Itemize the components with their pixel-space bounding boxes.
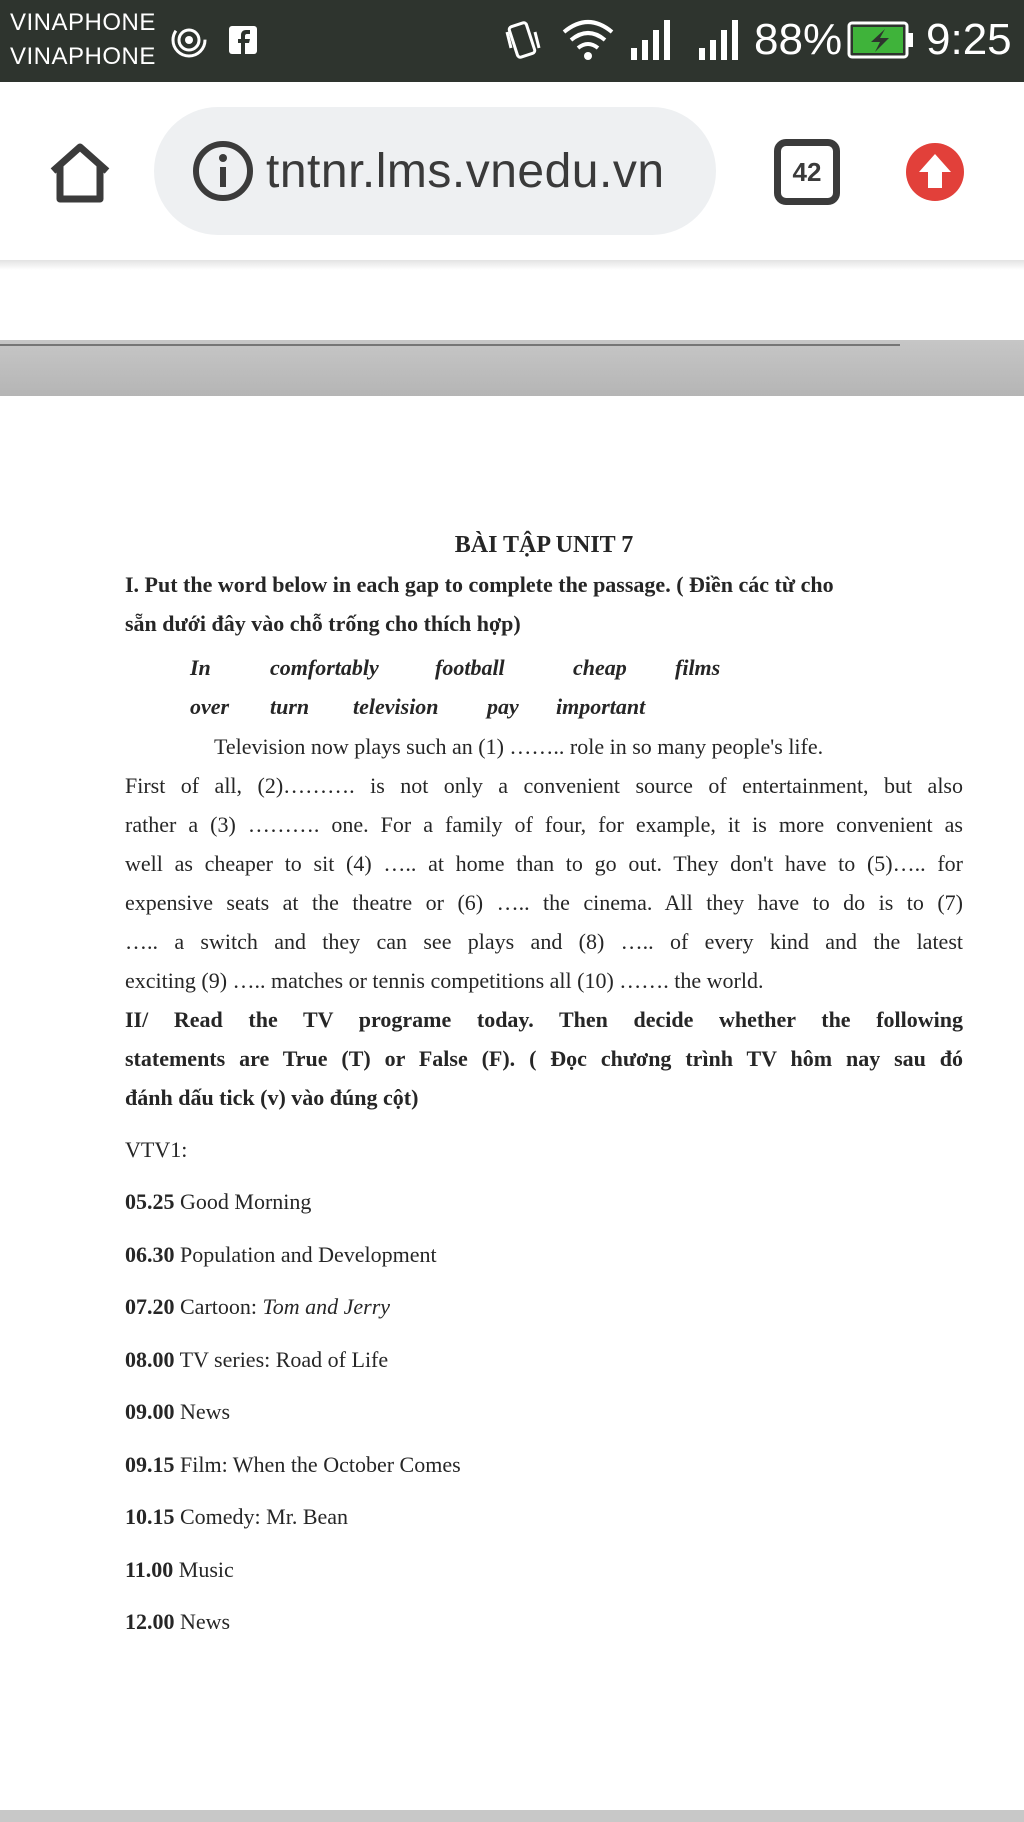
- schedule-item: [125, 1607, 963, 1637]
- info-icon[interactable]: [192, 140, 254, 202]
- schedule-item: [125, 1292, 963, 1322]
- carrier-labels: [10, 6, 156, 74]
- schedule-program: Cartoon:: [180, 1294, 263, 1319]
- document-viewer-band: [0, 340, 1024, 396]
- address-bar[interactable]: [154, 107, 716, 235]
- word-bank-item: cheap: [573, 655, 627, 680]
- schedule-time: 10.15: [125, 1504, 175, 1529]
- schedule-time: 11.00: [125, 1557, 174, 1582]
- word-bank-item: over: [190, 694, 230, 719]
- word-bank-item: pay: [487, 694, 519, 719]
- section2-heading-line: đánh dấu tick (v) vào đúng cột): [125, 1085, 419, 1110]
- schedule-program: Population and Development: [180, 1242, 437, 1267]
- wifi-icon: [560, 18, 616, 62]
- home-button[interactable]: [40, 138, 120, 208]
- word-bank-item: important: [556, 694, 646, 719]
- document-title: BÀI TẬP UNIT 7: [454, 532, 634, 558]
- signal-icon: [696, 18, 742, 62]
- word-bank-item: television: [353, 694, 439, 719]
- vibrate-icon: [502, 18, 544, 62]
- schedule-time: 09.00: [125, 1399, 175, 1424]
- carrier-1: VINAPHONE: [10, 9, 156, 36]
- schedule-program: News: [180, 1399, 231, 1424]
- schedule-program-title: Tom and Jerry: [262, 1294, 391, 1319]
- status-bar: [0, 0, 1024, 82]
- schedule-item: [125, 1502, 963, 1532]
- browser-toolbar: [0, 82, 1024, 260]
- facebook-icon: [228, 18, 258, 62]
- schedule-time: 06.30: [125, 1242, 175, 1267]
- schedule-item: [125, 1240, 963, 1270]
- passage-line: expensive seats at the theatre or (6) ….. the cinema. All they have to do is to (7): [125, 890, 963, 915]
- home-icon: [47, 141, 113, 205]
- section1-heading-line1: I. Put the word below in each gap to complete the passage. ( Điền các từ cho: [125, 572, 834, 597]
- section2-heading-line: statements are True (T) or False (F). ( Đọc chương trình TV hôm nay sau đó: [125, 1046, 963, 1071]
- channel-label: VTV1:: [125, 1137, 188, 1162]
- passage-line: First of all, (2)………. is not only a convenient source of entertainment, but also: [125, 773, 963, 798]
- page-bottom-edge: [0, 1810, 1024, 1822]
- passage-line: Television now plays such an (1) …….. role in so many people's life.: [214, 734, 824, 759]
- schedule-item: [125, 1450, 963, 1480]
- schedule-program: Good Morning: [180, 1189, 312, 1214]
- section2-heading-line: II/ Read the TV programe today. Then decide whether the following: [125, 1007, 963, 1032]
- signal-icon: [628, 18, 674, 62]
- schedule-time: 07.20: [125, 1294, 175, 1319]
- schedule-program: TV series: Road of Life: [179, 1347, 389, 1372]
- schedule-item: [125, 1187, 963, 1217]
- schedule-time: 12.00: [125, 1609, 175, 1634]
- schedule-program: Film: When the October Comes: [180, 1452, 461, 1477]
- passage-line: rather a (3) ………. one. For a family of four, for example, it is more convenient as: [125, 812, 963, 837]
- schedule-time: 08.00: [125, 1347, 175, 1372]
- passage-line: well as cheaper to sit (4) ….. at home than to go out. They don't have to (5)….. for: [125, 851, 963, 876]
- schedule-program: News: [180, 1609, 231, 1634]
- word-bank-item: turn: [270, 694, 310, 719]
- divider: [0, 344, 900, 346]
- schedule-item: [125, 1555, 963, 1585]
- toolbar-shadow: [0, 260, 1024, 270]
- word-bank-item: comfortably: [270, 655, 379, 680]
- passage-line: exciting (9) ….. matches or tennis competitions all (10) ……. the world.: [125, 968, 764, 993]
- schedule-time: 05.25: [125, 1189, 175, 1214]
- clock: 9:25: [926, 15, 1012, 64]
- battery-percent: 88%: [754, 15, 843, 64]
- schedule-item: [125, 1345, 963, 1375]
- schedule-program: Music: [178, 1557, 234, 1582]
- url-text[interactable]: tntnr.lms.vnedu.vn: [266, 144, 665, 198]
- schedule-item: [125, 1397, 963, 1427]
- battery-charging-icon: [846, 18, 916, 62]
- schedule-time: 09.15: [125, 1452, 175, 1477]
- word-bank-item: In: [190, 655, 211, 680]
- passage-line: ….. a switch and they can see plays and (8) ….. of every kind and the latest: [125, 929, 963, 954]
- section1-heading-line2: sẵn dưới đây vào chỗ trống cho thích hợp): [125, 611, 521, 636]
- schedule-program: Comedy: Mr. Bean: [180, 1504, 349, 1529]
- tab-switcher-button[interactable]: 42: [774, 139, 840, 205]
- update-icon[interactable]: [905, 142, 965, 202]
- carrier-2: VINAPHONE: [10, 43, 156, 70]
- word-bank-item: football: [435, 655, 505, 680]
- word-bank-item: films: [675, 655, 721, 680]
- hotspot-icon: [168, 18, 210, 62]
